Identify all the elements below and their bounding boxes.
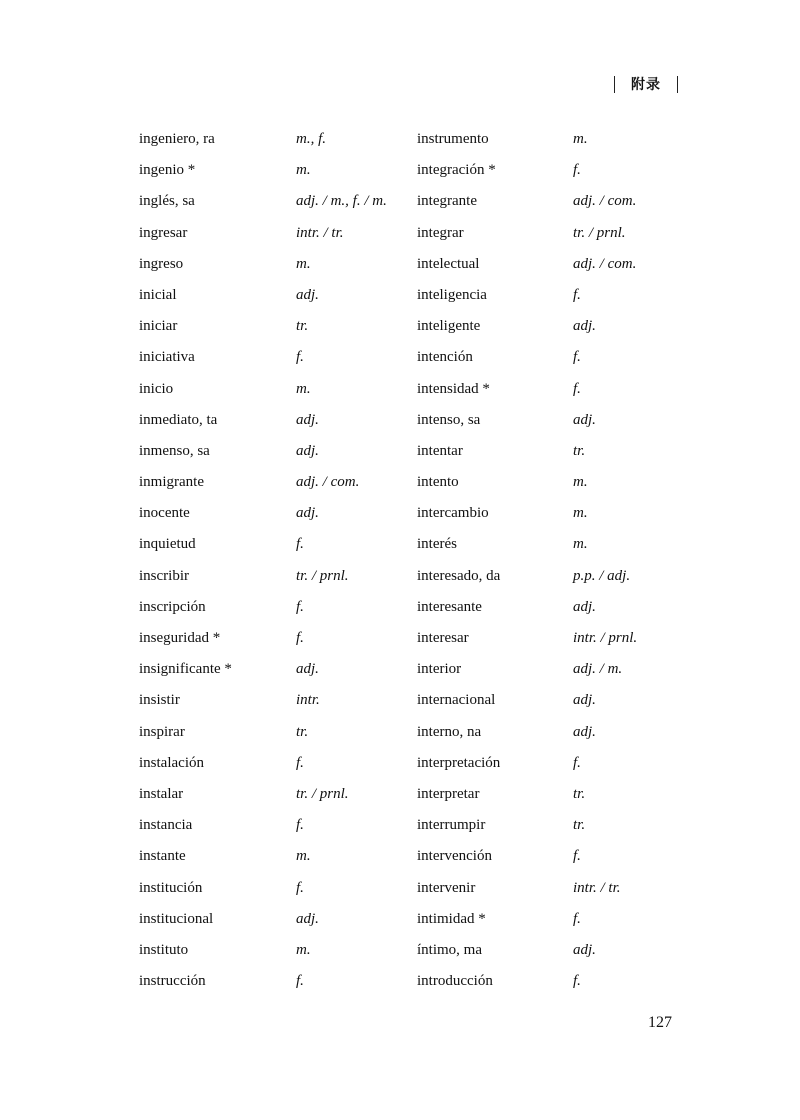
word-left: institución	[139, 879, 203, 896]
word-left: inicial	[139, 286, 177, 303]
word-left: inglés, sa	[139, 193, 195, 210]
vocabulary-row	[139, 529, 699, 560]
vocabulary-row	[139, 374, 699, 405]
vocabulary-row	[139, 218, 699, 249]
vocabulary-row	[139, 592, 699, 623]
word-right: intimidad *	[417, 910, 486, 927]
category-right: tr.	[573, 442, 586, 459]
word-left: instancia	[139, 817, 193, 834]
word-left: inicio	[139, 380, 174, 397]
category-left: intr. / tr.	[296, 224, 344, 241]
vocabulary-row	[139, 561, 699, 592]
category-right: adj.	[573, 318, 596, 335]
word-left: instalación	[139, 754, 204, 771]
word-left: inquietud	[139, 536, 196, 553]
word-right: intento	[417, 474, 459, 491]
word-left: inscribir	[139, 567, 189, 584]
category-left: adj. / m., f. / m.	[296, 193, 387, 210]
header-divider-right	[677, 76, 678, 93]
word-right: intervenir	[417, 879, 476, 896]
category-right: adj.	[573, 598, 596, 615]
vocabulary-row	[139, 748, 699, 779]
word-left: iniciar	[139, 318, 178, 335]
vocabulary-row	[139, 779, 699, 810]
category-left: adj. / com.	[296, 474, 360, 491]
word-left: ingreso	[139, 255, 184, 272]
category-right: adj.	[573, 411, 596, 428]
word-left: institucional	[139, 910, 214, 927]
category-left: m.	[296, 380, 311, 397]
category-left: intr.	[296, 692, 320, 709]
category-left: adj.	[296, 411, 319, 428]
section-title: 附录	[631, 77, 661, 93]
word-right: íntimo, ma	[417, 941, 482, 958]
vocabulary-row	[139, 436, 699, 467]
word-right: interno, na	[417, 723, 482, 740]
category-left: f.	[296, 349, 304, 366]
category-right: f.	[573, 162, 581, 179]
vocabulary-row	[139, 966, 699, 997]
category-right: f.	[573, 910, 581, 927]
word-right: intención	[417, 349, 473, 366]
word-right: internacional	[417, 692, 496, 709]
vocabulary-row	[139, 841, 699, 872]
category-left: tr. / prnl.	[296, 785, 349, 802]
category-left: adj.	[296, 505, 319, 522]
category-right: m.	[573, 474, 588, 491]
word-right: intelectual	[417, 255, 480, 272]
page-number: 127	[648, 1014, 672, 1031]
category-left: m.	[296, 162, 311, 179]
word-right: interpretar	[417, 785, 480, 802]
vocabulary-row	[139, 186, 699, 217]
word-right: integrar	[417, 224, 464, 241]
word-right: inteligente	[417, 318, 481, 335]
category-left: m.	[296, 941, 311, 958]
word-left: insistir	[139, 692, 180, 709]
vocabulary-row	[139, 249, 699, 280]
category-left: adj.	[296, 286, 319, 303]
word-right: interés	[417, 536, 457, 553]
category-right: intr. / tr.	[573, 879, 621, 896]
category-left: tr.	[296, 723, 309, 740]
word-right: instrumento	[417, 131, 489, 147]
word-left: instrucción	[139, 973, 206, 990]
vocabulary-row	[139, 280, 699, 311]
word-right: integración *	[417, 162, 496, 179]
vocabulary-row	[139, 654, 699, 685]
word-left: inspirar	[139, 723, 185, 740]
category-right: f.	[573, 349, 581, 366]
category-left: adj.	[296, 661, 319, 678]
category-left: tr. / prnl.	[296, 567, 349, 584]
word-left: inseguridad *	[139, 630, 221, 646]
word-left: instalar	[139, 785, 184, 802]
category-right: adj.	[573, 941, 596, 958]
word-left: ingeniero, ra	[139, 131, 215, 147]
category-right: adj. / com.	[573, 255, 637, 272]
category-left: f.	[296, 536, 304, 553]
word-right: introducción	[417, 973, 493, 990]
word-left: instituto	[139, 941, 189, 958]
category-right: p.p. / adj.	[573, 567, 631, 584]
category-right: f.	[573, 754, 581, 771]
category-right: adj.	[573, 692, 596, 709]
category-right: m.	[573, 536, 588, 553]
vocabulary-row	[139, 124, 699, 155]
category-right: m.	[573, 131, 588, 147]
category-left: f.	[296, 973, 304, 990]
category-left: m.	[296, 848, 311, 865]
category-right: m.	[573, 505, 588, 522]
category-right: f.	[573, 286, 581, 303]
category-right: tr.	[573, 817, 586, 834]
category-right: tr. / prnl.	[573, 224, 626, 241]
vocabulary-list	[139, 124, 699, 997]
category-right: f.	[573, 380, 581, 397]
vocabulary-row	[139, 311, 699, 342]
word-left: inmediato, ta	[139, 411, 218, 428]
word-left: iniciativa	[139, 349, 195, 366]
vocabulary-row	[139, 498, 699, 529]
word-left: ingresar	[139, 224, 188, 241]
word-right: interesar	[417, 630, 469, 646]
word-left: inscripción	[139, 598, 206, 615]
category-left: f.	[296, 754, 304, 771]
category-right: adj.	[573, 723, 596, 740]
category-right: f.	[573, 973, 581, 990]
header-divider-left	[614, 76, 615, 93]
vocabulary-row	[139, 873, 699, 904]
category-left: m., f.	[296, 131, 326, 147]
category-right: f.	[573, 848, 581, 865]
vocabulary-row	[139, 467, 699, 498]
word-left: instante	[139, 848, 186, 865]
word-right: intercambio	[417, 505, 489, 522]
word-right: intervención	[417, 848, 492, 865]
category-right: intr. / prnl.	[573, 630, 638, 646]
word-right: interior	[417, 661, 462, 678]
word-right: intentar	[417, 442, 463, 459]
vocabulary-row	[139, 935, 699, 966]
word-left: inmigrante	[139, 474, 204, 491]
word-right: intenso, sa	[417, 411, 481, 428]
category-left: f.	[296, 817, 304, 834]
category-left: adj.	[296, 910, 319, 927]
word-right: interesante	[417, 598, 482, 615]
category-left: m.	[296, 255, 311, 272]
vocabulary-row	[139, 685, 699, 716]
category-right: tr.	[573, 785, 586, 802]
word-left: inocente	[139, 505, 190, 522]
vocabulary-row	[139, 717, 699, 748]
vocabulary-row	[139, 623, 699, 654]
vocabulary-row	[139, 904, 699, 935]
category-left: f.	[296, 598, 304, 615]
word-right: interesado, da	[417, 567, 501, 584]
category-left: f.	[296, 630, 304, 646]
category-left: adj.	[296, 442, 319, 459]
word-left: ingenio *	[139, 162, 196, 179]
word-right: integrante	[417, 193, 477, 210]
category-left: tr.	[296, 318, 309, 335]
word-right: interrumpir	[417, 817, 486, 834]
word-right: intensidad *	[417, 380, 490, 397]
category-right: adj. / m.	[573, 661, 623, 678]
vocabulary-row	[139, 810, 699, 841]
vocabulary-row	[139, 342, 699, 373]
running-header	[614, 74, 678, 94]
vocabulary-row	[139, 405, 699, 436]
word-right: interpretación	[417, 754, 501, 771]
word-left: insignificante *	[139, 661, 232, 678]
word-right: inteligencia	[417, 286, 487, 303]
vocabulary-row	[139, 155, 699, 186]
word-left: inmenso, sa	[139, 442, 210, 459]
category-right: adj. / com.	[573, 193, 637, 210]
category-left: f.	[296, 879, 304, 896]
